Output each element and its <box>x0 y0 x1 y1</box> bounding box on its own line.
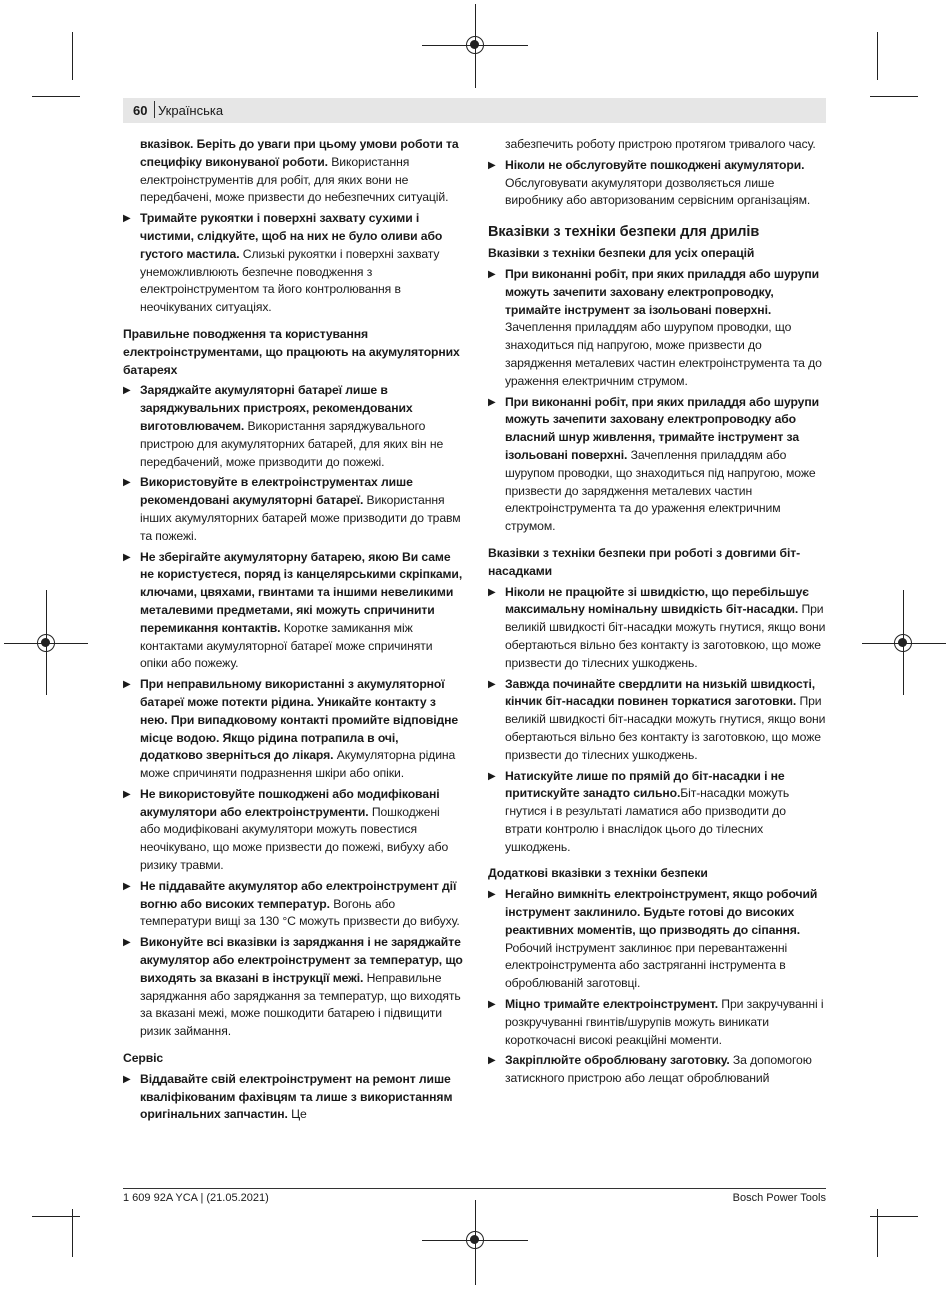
list-item: ▶ Закріплюйте оброблювану заготовку. За допомогою затискного пристрою або лещат оброблюваний <box>488 1053 812 1086</box>
list-item: ▶ Використовуйте в електроінструментах лише рекомендовані акумуляторні батареї. Використання інших акумуляторних батарей може призводити до травм та пожежі. <box>123 475 461 543</box>
bullet-arrow-icon: ▶ <box>123 880 131 892</box>
list-item: ▶ Негайно вимкніть електроінструмент, якщо робочий інструмент заклинило. Будьте готові до високих реактивних моментів, що призводять до сіпання. Робочий інструмент заклинює при перевантаженні електроінструмента або застряганні інструмента в оброблюваній заготовці. <box>488 887 818 991</box>
registration-mark <box>894 634 912 652</box>
list-item: ▶ Виконуйте всі вказівки із заряджання і не заряджайте акумулятор або електроінструмент за температур, що виходять за вказані в інструкції межі. Неправильне заряджання або заряджання за температур, що виходять за вказані межі, може пошкодити батарею і підвищити ризик займання. <box>123 935 463 1039</box>
list-item: ▶ Ніколи не працюйте зі швидкістю, що перебільшує максимальну номінальну швидкість біт-насадки. При великій швидкості біт-насадки можуть гнутися, якщо вони обертаються вільно без контакту із заготовкою, що може призвести до тілесних ушкоджень. <box>488 584 826 670</box>
footer-rule <box>123 1188 826 1189</box>
registration-mark <box>466 1231 484 1249</box>
bullet-arrow-icon: ▶ <box>123 551 131 563</box>
crop-mark <box>32 96 80 97</box>
list-item: ▶ Тримайте рукоятки і поверхні захвату сухими і чистими, слідкуйте, щоб на них не було оливи або густого мастила. Слизькі рукоятки і поверхні захвату унеможливлюють безпечне поводження з електроінструментом та його контролювання в неочікуваних ситуаціях. <box>123 211 443 315</box>
bullet-arrow-icon: ▶ <box>123 937 131 949</box>
document-id: 1 609 92A YCA | (21.05.2021) <box>123 1192 269 1204</box>
paragraph: вказівок. Беріть до уваги при цьому умови роботи та специфіку виконуваної роботи. Використання електроінструментів для робіт, для яких вони не передбачені, може призвести до небезпечних ситуацій. <box>140 137 459 205</box>
bullet-arrow-icon: ▶ <box>488 999 496 1011</box>
list-item: ▶ Завжда починайте свердлити на низькій швидкості, кінчик біт-насадки повинен торкатися заготовки. При великій швидкості біт-насадки можуть гнутися, якщо вони обертаються вільно без контакту із заготовкою, що може призвести до тілесних ушкоджень. <box>488 676 826 762</box>
bullet-arrow-icon: ▶ <box>123 679 131 691</box>
bullet-arrow-icon: ▶ <box>488 396 496 408</box>
bullet-arrow-icon: ▶ <box>488 889 496 901</box>
page-language: Українська <box>158 103 224 118</box>
list-item: ▶ При виконанні робіт, при яких приладдя або шурупи можуть зачепити заховану електропроводку, тримайте інструмент за ізольовані поверхні. Зачеплення приладдям або шурупом проводки, що знаходиться під напругою, може призвести до зарядження металевих частин електроінструмента та до ураження електричним струмом. <box>488 266 822 388</box>
page-header <box>123 98 826 123</box>
crop-mark <box>870 1216 918 1217</box>
list-item: ▶ Віддавайте свій електроінструмент на ремонт лише кваліфікованим фахівцям та лише з використанням оригінальних запчастин. Це <box>123 1071 453 1122</box>
bullet-arrow-icon: ▶ <box>123 213 131 225</box>
bullet-arrow-icon: ▶ <box>123 477 131 489</box>
list-item: ▶ Не зберігайте акумуляторну батарею, якою Ви саме не користуєтеся, поряд із канцелярськими скріпками, ключами, цвяхами, гвинтами та іншими невеликими металевими предметами, які можуть спричинити перемикання контактів. Коротке замикання між контактами акумуляторної батареї може спричиняти опіки або пожежу. <box>123 549 463 671</box>
section-heading: Правильне поводження та користування електроінструментами, що працюють на акумуляторних батареях <box>123 326 460 377</box>
bullet-arrow-icon: ▶ <box>488 268 496 280</box>
paragraph: забезпечить роботу пристрою протягом тривалого часу. <box>505 137 816 151</box>
section-heading: Вказівки з техніки безпеки для усіх операцій <box>488 246 755 261</box>
section-heading: Вказівки з техніки безпеки при роботі з довгими біт-насадками <box>488 545 801 578</box>
crop-mark <box>877 32 878 80</box>
section-heading: Додаткові вказівки з техніки безпеки <box>488 866 708 881</box>
list-item: ▶ Натискуйте лише по прямій до біт-насадки і не притискуйте занадто сильно.Біт-насадки можуть гнутися і в результаті ламатися або призводити до втрати контролю і внаслідок цього до тілесних ушкоджень. <box>488 768 790 854</box>
list-item: ▶ При неправильному використанні з акумуляторної батареї може потекти рідина. Уникайте контакту з нею. При випадковому контакті промийте відповідне місце водою. Якщо рідина потрапила в очі, додатково зверніться до лікаря. Акумуляторна рідина може спричиняти подразнення шкіри або опіки. <box>123 677 459 781</box>
list-item: ▶ Міцно тримайте електроінструмент. При закручуванні і розкручуванні гвинтів/шурупів можуть виникати короткочасні високі реакційні моменти. <box>488 997 824 1047</box>
bullet-arrow-icon: ▶ <box>488 678 496 690</box>
list-item: ▶ Не піддавайте акумулятор або електроінструмент дії вогню або високих температур. Вогонь або температури вищі за 130 °C можуть призвести до вибуху. <box>123 878 460 929</box>
header-separator <box>154 101 155 118</box>
brand-footer: Bosch Power Tools <box>732 1192 826 1204</box>
bullet-arrow-icon: ▶ <box>488 770 496 782</box>
chapter-heading: Вказівки з техніки безпеки для дрилів <box>488 224 760 241</box>
page-number: 60 <box>133 103 148 118</box>
list-item: ▶ Заряджайте акумуляторні батареї лише в заряджувальних пристроях, рекомендованих виготовлювачем. Використання заряджувального пристрою для акумуляторних батарей, для яких він не передбачений, може призводити до пожежі. <box>123 383 444 469</box>
bullet-arrow-icon: ▶ <box>123 1073 131 1085</box>
bullet-arrow-icon: ▶ <box>488 159 496 171</box>
right-column <box>488 136 826 1088</box>
list-item: ▶ При виконанні робіт, при яких приладдя або шурупи можуть зачепити заховану електропроводку або власний шнур живлення, тримайте інструмент за ізольовані поверхні. Зачеплення приладдям або шурупом проводки, що знаходиться під напругою, може призвести до зарядження металевих частин електроінструмента та до ураження електричним струмом. <box>488 394 819 534</box>
crop-mark <box>72 32 73 80</box>
registration-mark <box>37 634 55 652</box>
bullet-arrow-icon: ▶ <box>123 788 131 800</box>
bullet-arrow-icon: ▶ <box>123 385 131 397</box>
registration-mark <box>466 36 484 54</box>
bullet-arrow-icon: ▶ <box>488 1055 496 1067</box>
list-item: ▶ Не використовуйте пошкоджені або модифіковані акумулятори або електроінструменти. Пошкоджені або модифіковані акумулятори можуть повестися неочікувано, що може призвести до пожежі, вибуху або ризику травми. <box>123 786 449 873</box>
list-item: ▶ Ніколи не обслуговуйте пошкоджені акумулятори. Обслуговувати акумулятори дозволяється лише виробнику або авторизованим сервісним організаціям. <box>488 157 811 208</box>
crop-mark <box>32 1216 80 1217</box>
crop-mark <box>870 96 918 97</box>
bullet-arrow-icon: ▶ <box>488 586 496 598</box>
left-column <box>123 136 463 1124</box>
section-heading: Сервіс <box>123 1051 164 1066</box>
